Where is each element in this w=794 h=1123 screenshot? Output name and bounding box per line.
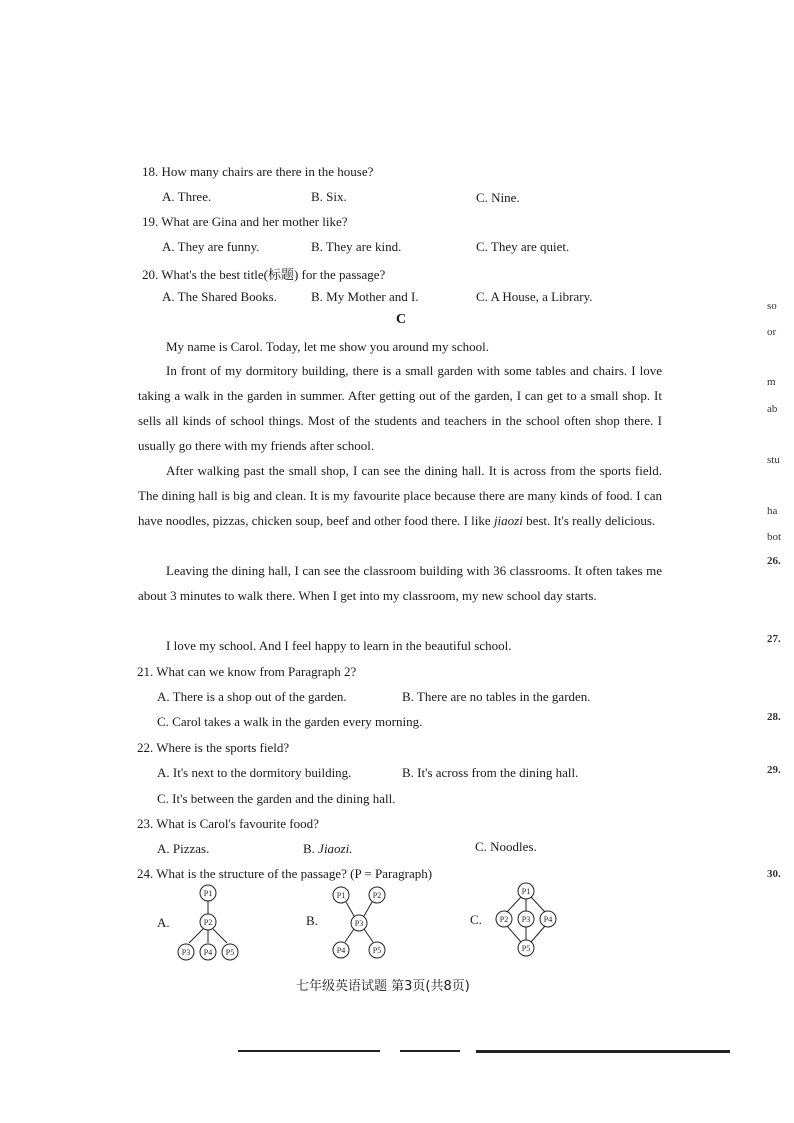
passage-paragraph-4 — [138, 558, 662, 608]
q24-label-c: C. — [470, 912, 482, 927]
scan-line-left — [238, 1050, 380, 1052]
q23-option-b-italic: Jiaozi. — [318, 841, 353, 856]
edge-fragment-6: ha — [767, 505, 778, 517]
edge-fragment-4: ab — [767, 403, 778, 415]
diagram-a-label-p4: P4 — [203, 948, 213, 957]
q21-question: 21. What can we know from Paragraph 2? — [137, 664, 357, 679]
passage-paragraph-3 — [138, 458, 662, 533]
q18-option-b: B. Six. — [311, 189, 347, 204]
paragraph-3-text-start: After walking past the small shop, I can see the dining hall. It is across from the sports field. The dining hall is big and clean. It is my favourite place because there are many kinds of food. I can have noodles, pizzas, chicken soup, beef and other food there. I like — [138, 463, 662, 528]
diagram-c-line-p1-p4 — [531, 897, 545, 912]
diagram-b-line-p3-p4 — [345, 929, 354, 942]
q20-option-c: C. A House, a Library. — [476, 289, 593, 304]
q18-question: 18. How many chairs are there in the house? — [142, 164, 374, 179]
paragraph-3-text-end: best. It's really delicious. — [522, 513, 656, 528]
q19-option-b: B. They are kind. — [311, 239, 402, 254]
q23-option-b — [303, 841, 352, 857]
diagram-b-label-p3: P3 — [354, 919, 364, 928]
scan-line-right — [476, 1050, 730, 1053]
diagram-c-label-p5: P5 — [521, 944, 531, 953]
diagram-a-label-p5: P5 — [225, 948, 235, 957]
diagram-b-label-p4: P4 — [336, 946, 346, 955]
passage-paragraph-5 — [138, 633, 662, 658]
q21-option-c: C. Carol takes a walk in the garden every morning. — [157, 714, 423, 729]
diagram-b-label-p2: P2 — [372, 891, 382, 900]
q20-question: 20. What's the best title(标题) for the passage? — [142, 267, 386, 282]
structure-diagram-b — [326, 880, 392, 966]
diagram-c-label-p3: P3 — [521, 915, 531, 924]
paragraph-4-text: Leaving the dining hall, I can see the classroom building with 36 classrooms. It often takes me about 3 minutes to walk there. When I get into my classroom, my new school day starts. — [138, 563, 662, 603]
q21-option-a: A. There is a shop out of the garden. — [157, 689, 347, 704]
passage-paragraph-1 — [138, 334, 662, 359]
diagram-a-line-p2-p3 — [189, 929, 203, 943]
edge-number-26: 26. — [767, 555, 781, 567]
diagram-a-label-p2: P2 — [203, 918, 213, 927]
diagram-c-line-p4-p5 — [531, 926, 545, 942]
q23-question: 23. What is Carol's favourite food? — [137, 816, 319, 831]
q18-option-c: C. Nine. — [476, 190, 520, 205]
edge-fragment-3: m — [767, 376, 776, 388]
diagram-c-label-p2: P2 — [499, 915, 509, 924]
passage-paragraph-2 — [138, 358, 662, 458]
diagram-c-line-p1-p2 — [507, 897, 521, 912]
structure-diagram-a — [170, 880, 242, 966]
q22-option-c: C. It's between the garden and the dining hall. — [157, 791, 396, 806]
edge-number-29: 29. — [767, 764, 781, 776]
structure-diagram-c — [490, 878, 562, 964]
diagram-c-label-p4: P4 — [543, 915, 553, 924]
paragraph-3-italic-jiaozi: jiaozi — [493, 513, 523, 528]
q18-option-a: A. Three. — [162, 189, 212, 204]
diagram-b-line-p1-p3 — [346, 902, 354, 916]
diagram-a-line-p2-p5 — [213, 929, 227, 943]
q20-option-a: A. The Shared Books. — [162, 289, 277, 304]
diagram-b-label-p5: P5 — [372, 946, 382, 955]
edge-fragment-7: bot — [767, 531, 782, 543]
section-c-title: C — [396, 312, 407, 327]
q22-question: 22. Where is the sports field? — [137, 740, 290, 755]
q22-option-a: A. It's next to the dormitory building. — [157, 765, 352, 780]
diagram-c-label-p1: P1 — [521, 887, 531, 896]
q24-question: 24. What is the structure of the passage? (P = Paragraph) — [137, 866, 433, 881]
edge-fragment-2: or — [767, 326, 777, 338]
q19-question: 19. What are Gina and her mother like? — [142, 214, 348, 229]
edge-number-28: 28. — [767, 711, 781, 723]
diagram-a-label-p3: P3 — [181, 948, 191, 957]
paragraph-2-text: In front of my dormitory building, there is a small garden with some tables and chairs. I love taking a walk in the garden in summer. After getting out of the garden, I can get to a small shop. It sells all kinds of school things. Most of the students and teachers in the school often shop there. I usually go there with my friends after school. — [138, 363, 662, 453]
paragraph-5-text: I love my school. And I feel happy to learn in the beautiful school. — [166, 638, 512, 653]
q19-option-a: A. They are funny. — [162, 239, 260, 254]
q22-option-b: B. It's across from the dining hall. — [402, 765, 579, 780]
diagram-a-label-p1: P1 — [203, 889, 213, 898]
q21-option-b: B. There are no tables in the garden. — [402, 689, 591, 704]
q24-label-a: A. — [157, 915, 170, 930]
diagram-b-line-p2-p3 — [364, 902, 372, 916]
diagram-b-label-p1: P1 — [336, 891, 346, 900]
diagram-c-line-p2-p5 — [507, 926, 521, 942]
edge-fragment-1: so — [767, 300, 777, 312]
edge-number-27: 27. — [767, 633, 781, 645]
q23-option-b-prefix: B. — [303, 841, 319, 856]
scan-line-middle — [400, 1050, 460, 1052]
q23-option-c: C. Noodles. — [475, 839, 537, 854]
paragraph-1-text: My name is Carol. Today, let me show you around my school. — [166, 339, 489, 354]
edge-fragment-5: stu — [767, 454, 780, 466]
q20-option-b: B. My Mother and I. — [311, 289, 419, 304]
q24-label-b: B. — [306, 913, 318, 928]
q23-option-a: A. Pizzas. — [157, 841, 210, 856]
q19-option-c: C. They are quiet. — [476, 239, 570, 254]
page-footer: 七年级英语试题 第3页(共8页) — [296, 979, 470, 994]
diagram-b-line-p3-p5 — [364, 929, 373, 942]
edge-number-30: 30. — [767, 868, 781, 880]
